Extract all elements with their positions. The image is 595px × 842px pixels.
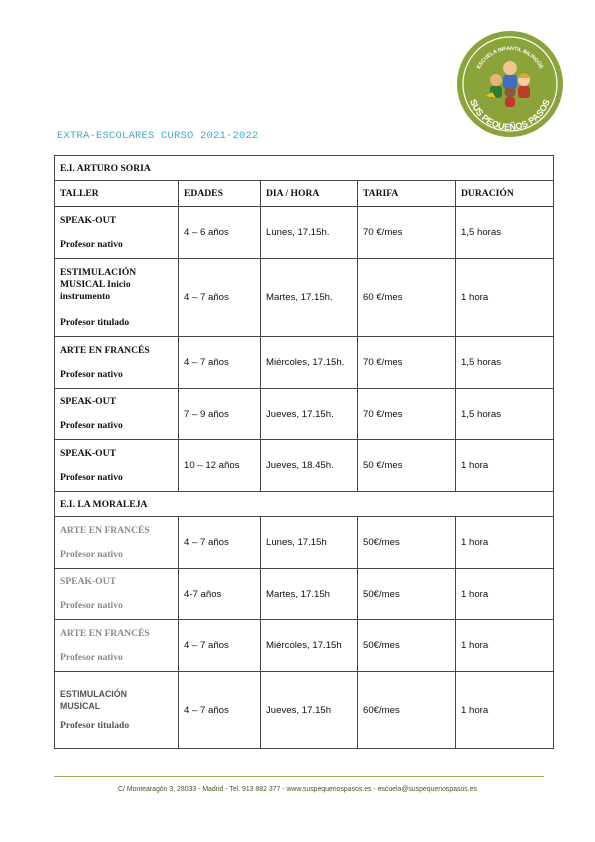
taller-teacher: Profesor titulado — [60, 720, 130, 731]
schedule-table — [54, 155, 554, 749]
header-taller: TALLER — [55, 181, 179, 207]
taller-cell — [55, 259, 179, 337]
taller-cell — [55, 569, 179, 620]
header-dia-hora: DIA / HORA — [261, 181, 358, 207]
tarifa-cell: 50€/mes — [358, 569, 456, 620]
dia-hora-cell: Jueves, 17.15h — [261, 672, 358, 749]
taller-cell — [55, 207, 179, 259]
table-row — [55, 517, 554, 569]
edades-cell: 7 – 9 años — [179, 389, 261, 440]
edades-cell: 4 – 7 años — [179, 620, 261, 672]
edades-cell: 4 – 6 años — [179, 207, 261, 259]
footer-divider — [54, 776, 544, 777]
duracion-cell: 1 hora — [456, 517, 554, 569]
taller-name: ARTE EN FRANCÉS — [60, 627, 150, 639]
taller-name: ARTE EN FRANCÉS — [60, 344, 150, 356]
duracion-cell: 1 hora — [456, 440, 554, 492]
taller-cell — [55, 517, 179, 569]
edades-cell: 4 – 7 años — [179, 337, 261, 389]
taller-name: SPEAK-OUT — [60, 214, 116, 226]
edades-cell: 4 – 7 años — [179, 672, 261, 749]
taller-name: SPEAK-OUT — [60, 396, 116, 407]
table-row — [55, 337, 554, 389]
taller-teacher: Profesor nativo — [60, 238, 123, 250]
taller-cell — [55, 337, 179, 389]
header-edades: EDADES — [179, 181, 261, 207]
duracion-cell: 1 hora — [456, 672, 554, 749]
tarifa-cell: 70 €/mes — [358, 389, 456, 440]
tarifa-cell: 70 €/mes — [358, 207, 456, 259]
taller-teacher: Profesor nativo — [60, 420, 123, 431]
taller-teacher: Profesor nativo — [60, 651, 123, 663]
school-logo — [456, 30, 564, 138]
dia-hora-cell: Martes, 17.15h. — [261, 259, 358, 337]
logo-arc-text: ESCUELA INFANTIL BILINGÜE — [475, 45, 545, 70]
logo-name: SUS PEQUEÑOS PASOS — [468, 97, 552, 133]
duracion-cell: 1 hora — [456, 569, 554, 620]
taller-teacher: Profesor nativo — [60, 600, 123, 611]
page-title: EXTRA-ESCOLARES CURSO 2021-2022 — [57, 130, 259, 142]
section-name: E.I. LA MORALEJA — [55, 492, 554, 517]
taller-name: ESTIMULACIÓN MUSICAL — [60, 689, 127, 711]
tarifa-cell: 50 €/mes — [358, 440, 456, 492]
table-row — [55, 259, 554, 337]
table-row — [55, 440, 554, 492]
taller-teacher: Profesor nativo — [60, 548, 123, 560]
taller-teacher: Profesor titulado — [60, 316, 130, 328]
taller-cell — [55, 672, 179, 749]
tarifa-cell: 50€/mes — [358, 620, 456, 672]
header-duracion: DURACIÓN — [456, 181, 554, 207]
table-row — [55, 207, 554, 259]
table-row — [55, 672, 554, 749]
duracion-cell: 1,5 horas — [456, 207, 554, 259]
edades-cell: 4-7 años — [179, 569, 261, 620]
edades-cell: 4 – 7 años — [179, 259, 261, 337]
edades-cell: 10 – 12 años — [179, 440, 261, 492]
tarifa-cell: 60€/mes — [358, 672, 456, 749]
taller-teacher: Profesor nativo — [60, 471, 123, 483]
dia-hora-cell: Jueves, 18.45h. — [261, 440, 358, 492]
taller-cell — [55, 389, 179, 440]
dia-hora-cell: Martes, 17.15h — [261, 569, 358, 620]
taller-cell — [55, 440, 179, 492]
edades-cell: 4 – 7 años — [179, 517, 261, 569]
taller-name: ESTIMULACIÓN MUSICAL Inicio instrumento — [60, 266, 137, 302]
tarifa-cell: 70 €/mes — [358, 337, 456, 389]
taller-cell — [55, 620, 179, 672]
taller-name: ARTE EN FRANCÉS — [60, 524, 150, 536]
section-header-row — [55, 156, 554, 181]
taller-teacher: Profesor nativo — [60, 368, 123, 380]
table-row — [55, 389, 554, 440]
footer-contact: C/ Montearagón 3, 28033 - Madrid - Tel. 913 882 377 - www.suspequenospasos.es - escuela@suspequenospasos.es — [118, 786, 477, 793]
table-row — [55, 620, 554, 672]
dia-hora-cell: Jueves, 17.15h. — [261, 389, 358, 440]
duracion-cell: 1,5 horas — [456, 389, 554, 440]
taller-name: SPEAK-OUT — [60, 576, 116, 587]
table-row — [55, 569, 554, 620]
dia-hora-cell: Lunes, 17.15h. — [261, 207, 358, 259]
duracion-cell: 1,5 horas — [456, 337, 554, 389]
table-header-row — [55, 181, 554, 207]
duracion-cell: 1 hora — [456, 620, 554, 672]
dia-hora-cell: Miércoles, 17.15h. — [261, 337, 358, 389]
dia-hora-cell: Miércoles, 17.15h — [261, 620, 358, 672]
duracion-cell: 1 hora — [456, 259, 554, 337]
tarifa-cell: 60 €/mes — [358, 259, 456, 337]
dia-hora-cell: Lunes, 17.15h — [261, 517, 358, 569]
header-tarifa: TARIFA — [358, 181, 456, 207]
section-header-row — [55, 492, 554, 517]
tarifa-cell: 50€/mes — [358, 517, 456, 569]
section-name: E.I. ARTURO SORIA — [55, 156, 554, 181]
taller-name: SPEAK-OUT — [60, 447, 116, 459]
